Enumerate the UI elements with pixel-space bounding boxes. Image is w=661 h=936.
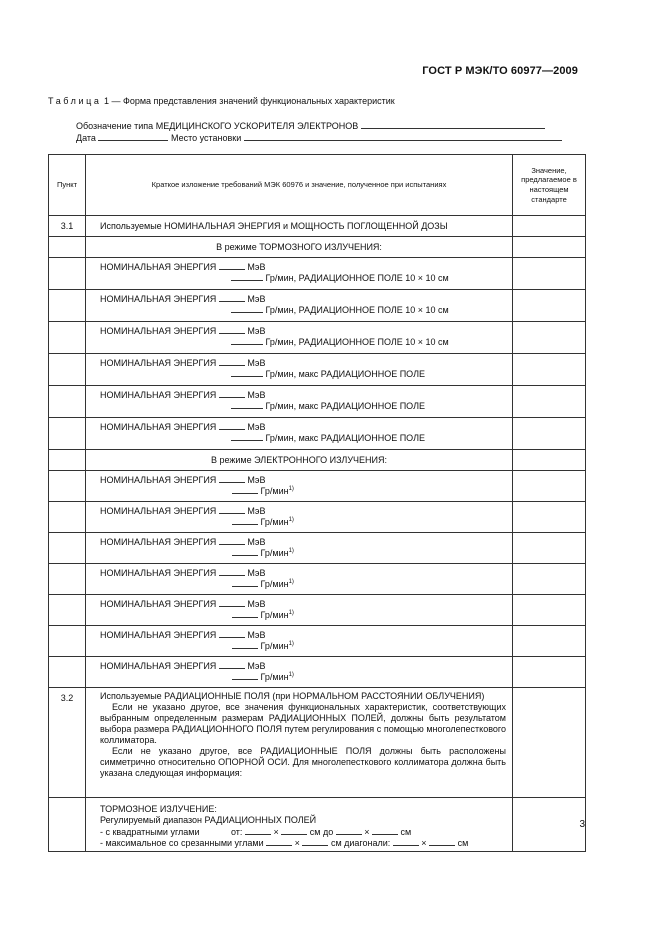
caption-text: 1 — Форма представления значений функциональных характеристик xyxy=(101,96,395,106)
energy-entry xyxy=(86,471,512,501)
value-cell[interactable] xyxy=(513,688,586,798)
energy-blank[interactable] xyxy=(219,326,245,334)
dose-blank[interactable] xyxy=(232,610,258,618)
square-range-line xyxy=(100,827,506,838)
energy-label: НОМИНАЛЬНАЯ ЭНЕРГИЯ xyxy=(100,475,217,485)
s31-title: Используемые НОМИНАЛЬНАЯ ЭНЕРГИЯ и МОЩНОСТЬ ПОГЛОЩЕННОЙ ДОЗЫ xyxy=(100,221,448,231)
max-label: - максимальное со срезанными углами xyxy=(100,837,264,848)
energy-entry xyxy=(86,657,512,687)
s32-paragraph-1: Если не указано другое, все значения функциональных характеристик, соответствующих выбранным определенным размерам РАДИАЦИОННЫХ ПОЛЕЙ, должны быть результатом выбора размера РАДИАЦИОННОГО ПОЛЯ путем регулирования с помощью многолепесткового коллиматора. xyxy=(100,701,506,745)
date-label: Дата xyxy=(76,133,96,143)
energy-label: НОМИНАЛЬНАЯ ЭНЕРГИЯ xyxy=(100,630,217,640)
dose-blank[interactable] xyxy=(231,337,263,345)
max-length-blank[interactable] xyxy=(372,827,398,835)
square-label: - с квадратными углами xyxy=(100,826,200,837)
energy-entry xyxy=(86,533,512,563)
s32-body xyxy=(86,688,512,782)
min-width-blank[interactable] xyxy=(245,827,271,835)
energy-blank[interactable] xyxy=(219,537,245,545)
energy-label: НОМИНАЛЬНАЯ ЭНЕРГИЯ xyxy=(100,661,217,671)
energy-blank[interactable] xyxy=(219,358,245,366)
value-cell[interactable] xyxy=(513,354,586,386)
page-number: 3 xyxy=(579,819,585,830)
table-row xyxy=(49,564,586,595)
unit-mev: МэВ xyxy=(247,568,266,578)
energy-entry xyxy=(86,354,512,384)
s32-paragraph-2: Если не указано другое, все РАДИАЦИОННЫЕ ПОЛЯ должны быть расположены симметрично относительно ОПОРНОЙ ОСИ. Для многолепесткового коллиматора должна быть указана следующая информация: xyxy=(100,745,506,778)
type-line xyxy=(76,121,545,131)
header-summary: Краткое изложение требований МЭК 60976 и значение, полученное при испытаниях xyxy=(86,155,513,216)
cm-to-label: см до xyxy=(309,826,334,837)
cm-label: см xyxy=(400,826,412,837)
value-cell[interactable] xyxy=(513,322,586,354)
table-row xyxy=(49,595,586,626)
value-cell[interactable] xyxy=(513,258,586,290)
value-cell[interactable] xyxy=(513,564,586,595)
brems-label: ТОРМОЗНОЕ ИЗЛУЧЕНИЕ: xyxy=(100,804,217,814)
value-cell[interactable] xyxy=(513,626,586,657)
type-label: Обозначение типа МЕДИЦИНСКОГО УСКОРИТЕЛЯ ЭЛЕКТРОНОВ xyxy=(76,121,359,131)
place-label: Место установки xyxy=(170,133,242,143)
unit-gy: Гр/мин xyxy=(260,579,289,590)
energy-label: НОМИНАЛЬНАЯ ЭНЕРГИЯ xyxy=(100,599,217,609)
energy-blank[interactable] xyxy=(219,630,245,638)
unit-mev: МэВ xyxy=(247,326,266,336)
cut-length-blank[interactable] xyxy=(302,838,328,846)
unit-mev: МэВ xyxy=(247,390,266,400)
dose-blank[interactable] xyxy=(232,548,258,556)
footnote-mark: 1) xyxy=(288,579,294,586)
unit-dose: Гр/мин, РАДИАЦИОННОЕ ПОЛЕ 10 × 10 см xyxy=(265,273,449,284)
table-row xyxy=(49,626,586,657)
from-label: от: xyxy=(231,826,243,837)
unit-gy: Гр/мин xyxy=(260,641,289,652)
unit-dose: Гр/мин, макс РАДИАЦИОННОЕ ПОЛЕ xyxy=(265,401,425,412)
energy-label: НОМИНАЛЬНАЯ ЭНЕРГИЯ xyxy=(100,568,217,578)
footnote-mark: 1) xyxy=(288,610,294,617)
footnote-mark: 1) xyxy=(288,486,294,493)
brems-heading: В режиме ТОРМОЗНОГО ИЗЛУЧЕНИЯ: xyxy=(216,242,382,252)
value-cell[interactable] xyxy=(513,798,586,852)
value-cell[interactable] xyxy=(513,471,586,502)
type-blank[interactable] xyxy=(361,121,545,129)
cut-width-blank[interactable] xyxy=(266,838,292,846)
unit-gy: Гр/мин xyxy=(260,548,289,559)
dose-blank[interactable] xyxy=(232,672,258,680)
energy-entry xyxy=(86,386,512,416)
footnote-mark: 1) xyxy=(288,672,294,679)
dose-blank[interactable] xyxy=(232,486,258,494)
place-blank[interactable] xyxy=(244,133,562,141)
value-cell[interactable] xyxy=(513,533,586,564)
date-blank[interactable] xyxy=(98,133,168,141)
unit-mev: МэВ xyxy=(247,294,266,304)
energy-entry xyxy=(86,258,512,288)
table-row xyxy=(49,798,586,852)
table-row xyxy=(49,290,586,322)
energy-blank[interactable] xyxy=(219,506,245,514)
energy-label: НОМИНАЛЬНАЯ ЭНЕРГИЯ xyxy=(100,506,217,516)
diag-width-blank[interactable] xyxy=(393,838,419,846)
date-place-line xyxy=(76,133,562,143)
energy-entry xyxy=(86,418,512,448)
table-row xyxy=(49,502,586,533)
value-cell[interactable] xyxy=(513,290,586,322)
unit-mev: МэВ xyxy=(247,422,266,432)
value-cell[interactable] xyxy=(513,418,586,450)
clause-number: 3.1 xyxy=(49,216,86,237)
value-cell[interactable] xyxy=(513,595,586,626)
standard-designation: ГОСТ Р МЭК/ТО 60977—2009 xyxy=(422,65,578,77)
table-header-row xyxy=(49,155,586,216)
table-row xyxy=(49,533,586,564)
dose-blank[interactable] xyxy=(231,401,263,409)
table-row xyxy=(49,471,586,502)
times-sign: × xyxy=(364,826,370,837)
table-row xyxy=(49,386,586,418)
unit-mev: МэВ xyxy=(247,475,266,485)
energy-blank[interactable] xyxy=(219,422,245,430)
table-row xyxy=(49,216,586,237)
energy-entry xyxy=(86,322,512,352)
dose-blank[interactable] xyxy=(231,433,263,441)
unit-gy: Гр/мин xyxy=(260,672,289,683)
table-row xyxy=(49,418,586,450)
energy-entry xyxy=(86,502,512,532)
footnote-mark: 1) xyxy=(288,548,294,555)
electron-heading: В режиме ЭЛЕКТРОННОГО ИЗЛУЧЕНИЯ: xyxy=(210,455,388,465)
table-row xyxy=(49,657,586,688)
energy-label: НОМИНАЛЬНАЯ ЭНЕРГИЯ xyxy=(100,326,217,336)
unit-mev: МэВ xyxy=(247,262,266,272)
table-row xyxy=(49,258,586,290)
dose-blank[interactable] xyxy=(231,369,263,377)
energy-label: НОМИНАЛЬНАЯ ЭНЕРГИЯ xyxy=(100,358,217,368)
energy-blank[interactable] xyxy=(219,599,245,607)
table-row xyxy=(49,688,586,798)
unit-mev: МэВ xyxy=(247,537,266,547)
energy-blank[interactable] xyxy=(219,568,245,576)
unit-dose: Гр/мин, РАДИАЦИОННОЕ ПОЛЕ 10 × 10 см xyxy=(265,305,449,316)
energy-label: НОМИНАЛЬНАЯ ЭНЕРГИЯ xyxy=(100,294,217,304)
dose-blank[interactable] xyxy=(232,517,258,525)
value-cell[interactable] xyxy=(513,216,586,237)
unit-mev: МэВ xyxy=(247,358,266,368)
cm-diag-label: см диагонали: xyxy=(330,837,391,848)
energy-blank[interactable] xyxy=(219,475,245,483)
unit-mev: МэВ xyxy=(247,599,266,609)
unit-mev: МэВ xyxy=(247,661,266,671)
table-row xyxy=(49,450,586,471)
table-row xyxy=(49,322,586,354)
energy-blank[interactable] xyxy=(219,661,245,669)
unit-gy: Гр/мин xyxy=(260,517,289,528)
times-sign: × xyxy=(273,826,279,837)
energy-label: НОМИНАЛЬНАЯ ЭНЕРГИЯ xyxy=(100,537,217,547)
characteristics-table xyxy=(48,154,586,852)
energy-blank[interactable] xyxy=(219,294,245,302)
footnote-mark: 1) xyxy=(288,517,294,524)
energy-entry xyxy=(86,564,512,594)
unit-dose: Гр/мин, макс РАДИАЦИОННОЕ ПОЛЕ xyxy=(265,369,425,380)
energy-blank[interactable] xyxy=(219,390,245,398)
energy-entry xyxy=(86,290,512,320)
header-clause: Пункт xyxy=(49,155,86,216)
cm-label: см xyxy=(457,837,469,848)
caption-prefix: Таблица xyxy=(48,96,102,106)
energy-label: НОМИНАЛЬНАЯ ЭНЕРГИЯ xyxy=(100,422,217,432)
footnote-mark: 1) xyxy=(288,641,294,648)
energy-entry xyxy=(86,595,512,625)
energy-entry xyxy=(86,626,512,656)
table-caption xyxy=(48,96,395,106)
diag-length-blank[interactable] xyxy=(429,838,455,846)
unit-gy: Гр/мин xyxy=(260,486,289,497)
energy-label: НОМИНАЛЬНАЯ ЭНЕРГИЯ xyxy=(100,262,217,272)
value-cell[interactable] xyxy=(513,386,586,418)
unit-gy: Гр/мин xyxy=(260,610,289,621)
max-range-line xyxy=(100,838,506,849)
brems-field-block xyxy=(86,798,512,851)
value-cell[interactable] xyxy=(513,237,586,258)
value-cell[interactable] xyxy=(513,657,586,688)
value-cell[interactable] xyxy=(513,502,586,533)
clause-number: 3.2 xyxy=(49,688,86,798)
energy-label: НОМИНАЛЬНАЯ ЭНЕРГИЯ xyxy=(100,390,217,400)
unit-mev: МэВ xyxy=(247,506,266,516)
unit-dose: Гр/мин, макс РАДИАЦИОННОЕ ПОЛЕ xyxy=(265,433,425,444)
s32-title: Используемые РАДИАЦИОННЫЕ ПОЛЯ (при НОРМАЛЬНОМ РАССТОЯНИИ ОБЛУЧЕНИЯ) xyxy=(100,691,485,701)
table-row xyxy=(49,237,586,258)
table-row xyxy=(49,354,586,386)
times-sign: × xyxy=(294,837,300,848)
dose-blank[interactable] xyxy=(231,305,263,313)
max-width-blank[interactable] xyxy=(336,827,362,835)
unit-dose: Гр/мин, РАДИАЦИОННОЕ ПОЛЕ 10 × 10 см xyxy=(265,337,449,348)
energy-blank[interactable] xyxy=(219,262,245,270)
dose-blank[interactable] xyxy=(232,641,258,649)
value-cell[interactable] xyxy=(513,450,586,471)
header-proposed: Значение, предлагаемое в настоящем стандарте xyxy=(513,155,586,216)
dose-blank[interactable] xyxy=(231,273,263,281)
unit-mev: МэВ xyxy=(247,630,266,640)
times-sign: × xyxy=(421,837,427,848)
range-label: Регулируемый диапазон РАДИАЦИОННЫХ ПОЛЕЙ xyxy=(100,815,317,826)
dose-blank[interactable] xyxy=(232,579,258,587)
min-length-blank[interactable] xyxy=(281,827,307,835)
